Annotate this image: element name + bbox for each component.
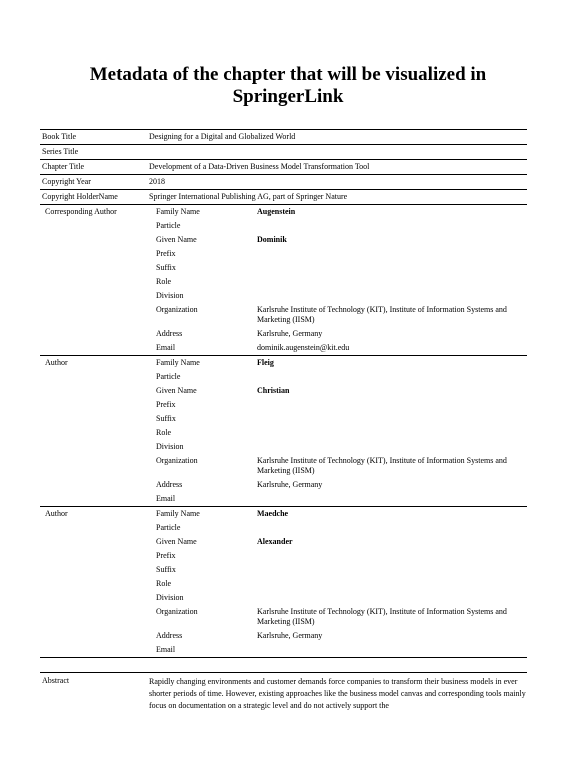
author-field-key: Prefix xyxy=(156,249,176,258)
author-section-label xyxy=(40,643,147,658)
author-field-value: dominik.augenstein@kit.edu xyxy=(257,343,350,352)
author-field-row xyxy=(40,591,527,605)
author-field-key: Given Name xyxy=(156,235,197,244)
author-field-row xyxy=(40,577,527,591)
author-section-label xyxy=(40,370,147,384)
author-field-value: Karlsruhe, Germany xyxy=(257,329,323,338)
author-field-value xyxy=(255,549,527,563)
author-field-row xyxy=(40,303,527,327)
author-field-value: Christian xyxy=(257,386,290,395)
author-section-label xyxy=(40,591,147,605)
author-section-label: Corresponding Author xyxy=(45,207,117,216)
author-field-row xyxy=(40,478,527,492)
author-section-label xyxy=(40,219,147,233)
author-field-row xyxy=(40,492,527,507)
author-field-value: Karlsruhe, Germany xyxy=(257,631,323,640)
abstract-text: Rapidly changing environments and customer demands force companies to transform their business models in ever shorter periods of time. However, existing approaches like the business model canvas and corresponding tools mainly focus on documentation on a strategic level and do not actively support the xyxy=(147,673,527,715)
metadata-sheet xyxy=(40,129,527,714)
author-section-label xyxy=(40,535,147,549)
author-field-row xyxy=(40,247,527,261)
author-section-label: Author xyxy=(45,509,68,518)
author-field-key: Particle xyxy=(156,221,181,230)
author-field-key: Division xyxy=(156,593,184,602)
author-section-label xyxy=(40,303,147,327)
author-field-value xyxy=(255,219,527,233)
author-section-label xyxy=(40,261,147,275)
author-block xyxy=(40,205,527,356)
metadata-value: Development of a Data-Driven Business Model Transformation Tool xyxy=(147,160,527,175)
author-field-key: Address xyxy=(156,631,183,640)
author-field-row xyxy=(40,275,527,289)
author-field-key: Suffix xyxy=(156,565,176,574)
author-field-row xyxy=(40,507,527,521)
author-field-value: Karlsruhe Institute of Technology (KIT), Institute of Information Systems and Marketing (IISM) xyxy=(257,305,507,324)
author-field-key: Family Name xyxy=(156,358,200,367)
author-field-row xyxy=(40,261,527,275)
metadata-value: 2018 xyxy=(147,175,527,190)
author-field-row xyxy=(40,605,527,629)
author-field-value: Karlsruhe, Germany xyxy=(257,480,323,489)
metadata-label: Chapter Title xyxy=(40,160,147,175)
author-section-label xyxy=(40,549,147,563)
author-section-label xyxy=(40,247,147,261)
author-field-value xyxy=(255,398,527,412)
author-field-value xyxy=(255,247,527,261)
author-field-value: Karlsruhe Institute of Technology (KIT), Institute of Information Systems and Marketing (IISM) xyxy=(257,456,507,475)
author-section-label xyxy=(40,577,147,591)
author-field-row xyxy=(40,563,527,577)
author-field-value xyxy=(255,591,527,605)
author-field-row xyxy=(40,327,527,341)
author-field-key: Email xyxy=(156,343,176,352)
metadata-label: Copyright Year xyxy=(40,175,147,190)
author-section-label xyxy=(40,275,147,289)
metadata-label: Copyright HolderName xyxy=(40,190,147,205)
metadata-value: Designing for a Digital and Globalized World xyxy=(147,130,527,145)
author-field-value xyxy=(255,261,527,275)
author-field-value xyxy=(255,521,527,535)
metadata-value: Springer International Publishing AG, part of Springer Nature xyxy=(147,190,527,205)
author-field-key: Division xyxy=(156,442,184,451)
author-field-row xyxy=(40,629,527,643)
author-section-label: Author xyxy=(45,358,68,367)
abstract-section xyxy=(40,672,527,714)
metadata-label: Book Title xyxy=(40,130,147,145)
author-field-key: Prefix xyxy=(156,551,176,560)
author-field-value: Karlsruhe Institute of Technology (KIT), Institute of Information Systems and Marketing (IISM) xyxy=(257,607,507,626)
author-field-key: Particle xyxy=(156,523,181,532)
author-field-row xyxy=(40,370,527,384)
author-field-value xyxy=(255,289,527,303)
author-section-label xyxy=(40,478,147,492)
author-field-value xyxy=(255,440,527,454)
author-field-row xyxy=(40,205,527,219)
author-field-value xyxy=(255,370,527,384)
author-field-value: Dominik xyxy=(257,235,287,244)
author-section-label xyxy=(40,398,147,412)
metadata-row xyxy=(40,145,527,160)
abstract-row xyxy=(40,673,527,715)
author-field-key: Particle xyxy=(156,372,181,381)
author-section-label xyxy=(40,563,147,577)
author-field-row xyxy=(40,454,527,478)
author-field-value xyxy=(255,492,527,507)
metadata-row xyxy=(40,160,527,175)
author-section-label xyxy=(40,233,147,247)
author-field-row xyxy=(40,233,527,247)
author-section-label xyxy=(40,384,147,398)
page-title: Metadata of the chapter that will be visualized in SpringerLink xyxy=(89,64,487,107)
author-field-key: Role xyxy=(156,428,172,437)
author-field-row xyxy=(40,412,527,426)
author-field-key: Role xyxy=(156,579,172,588)
author-section-label xyxy=(40,412,147,426)
author-block xyxy=(40,356,527,507)
author-field-value xyxy=(255,563,527,577)
author-field-key: Prefix xyxy=(156,400,176,409)
metadata-row xyxy=(40,190,527,205)
author-field-key: Given Name xyxy=(156,537,197,546)
author-field-key: Organization xyxy=(156,607,198,616)
author-section-label xyxy=(40,440,147,454)
author-field-key: Email xyxy=(156,494,176,503)
author-field-row xyxy=(40,535,527,549)
author-field-key: Given Name xyxy=(156,386,197,395)
author-section-label xyxy=(40,327,147,341)
author-section-label xyxy=(40,289,147,303)
authors-section xyxy=(40,205,527,658)
author-field-row xyxy=(40,219,527,233)
author-section-label xyxy=(40,605,147,629)
author-field-value xyxy=(255,426,527,440)
author-field-key: Organization xyxy=(156,305,198,314)
author-field-row xyxy=(40,341,527,356)
author-section-label xyxy=(40,521,147,535)
author-field-row xyxy=(40,521,527,535)
metadata-row xyxy=(40,130,527,145)
author-field-row xyxy=(40,384,527,398)
author-field-row xyxy=(40,426,527,440)
metadata-label: Series Title xyxy=(40,145,147,160)
author-field-value: Alexander xyxy=(257,537,293,546)
author-field-key: Division xyxy=(156,291,184,300)
abstract-label: Abstract xyxy=(40,673,147,715)
author-field-value xyxy=(255,275,527,289)
author-field-value xyxy=(255,412,527,426)
metadata-row xyxy=(40,175,527,190)
author-field-value: Augenstein xyxy=(257,207,296,216)
author-field-key: Role xyxy=(156,277,172,286)
author-field-key: Family Name xyxy=(156,509,200,518)
author-field-row xyxy=(40,549,527,563)
author-field-row xyxy=(40,440,527,454)
author-section-label xyxy=(40,629,147,643)
book-metadata-table xyxy=(40,129,527,205)
author-field-key: Organization xyxy=(156,456,198,465)
author-section-label xyxy=(40,454,147,478)
author-block xyxy=(40,507,527,658)
author-section-label xyxy=(40,492,147,507)
author-field-value xyxy=(255,643,527,658)
metadata-value xyxy=(147,145,527,160)
author-field-value xyxy=(255,577,527,591)
author-field-key: Address xyxy=(156,329,183,338)
author-field-value: Fleig xyxy=(257,358,274,367)
author-section-label xyxy=(40,341,147,356)
author-field-row xyxy=(40,398,527,412)
author-field-row xyxy=(40,643,527,658)
author-field-row xyxy=(40,356,527,370)
author-field-value: Maedche xyxy=(257,509,289,518)
author-field-key: Suffix xyxy=(156,414,176,423)
author-field-key: Suffix xyxy=(156,263,176,272)
author-field-row xyxy=(40,289,527,303)
author-field-key: Family Name xyxy=(156,207,200,216)
author-field-key: Email xyxy=(156,645,176,654)
author-field-key: Address xyxy=(156,480,183,489)
author-section-label xyxy=(40,426,147,440)
